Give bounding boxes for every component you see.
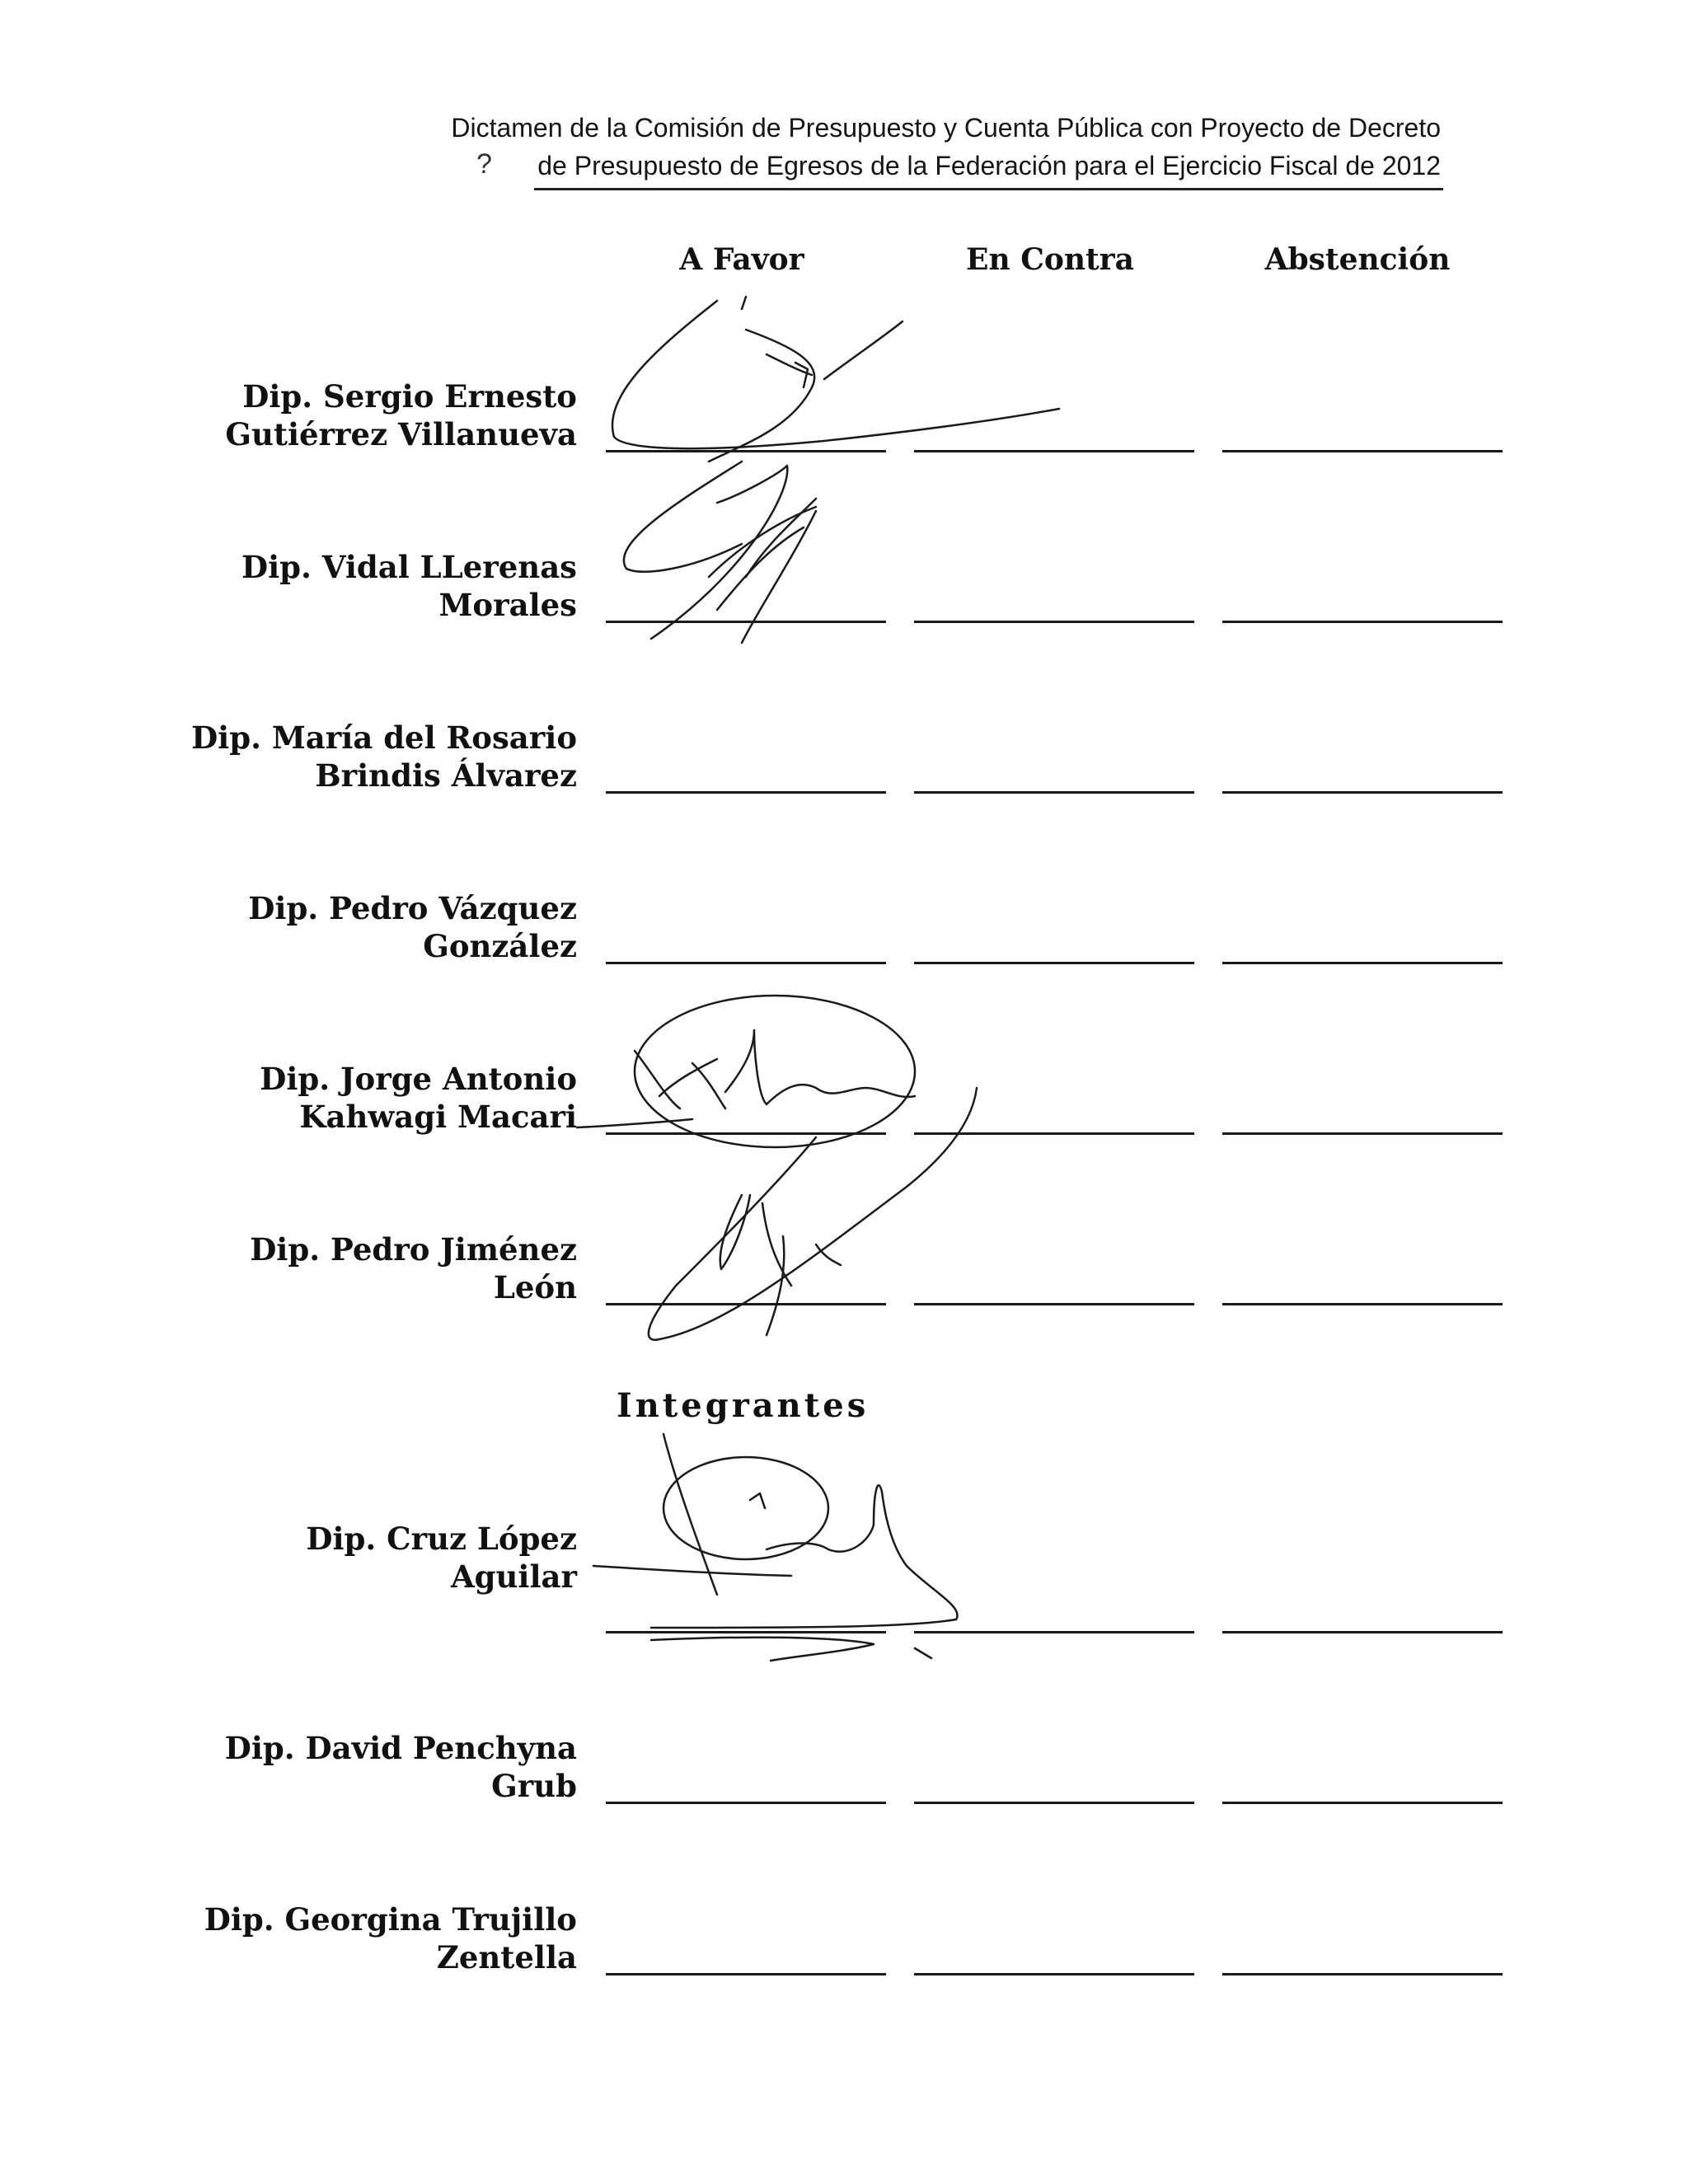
signature-kahwagi-macari [577, 996, 915, 1147]
vote-line-en-contra[interactable] [914, 1631, 1194, 1633]
member-name-line-1: Dip. Sergio Ernesto [242, 378, 577, 415]
member-name-line-2: Grub [491, 1768, 577, 1804]
vote-line-abstencion[interactable] [1222, 450, 1503, 452]
document-header [451, 109, 1441, 185]
member-name-line-2: Gutiérrez Villanueva [225, 416, 577, 452]
member-name-line-1: Dip. Jorge Antonio [260, 1061, 577, 1097]
vote-line-a-favor[interactable] [606, 1132, 886, 1135]
signature-jimenez-leon [649, 1088, 977, 1340]
vote-line-abstencion[interactable] [1222, 1802, 1503, 1804]
header-line-2: de Presupuesto de Egresos de la Federación para el Ejercicio Fiscal de 2012 [537, 151, 1441, 180]
member-name-line-1: Dip. Pedro Jiménez [250, 1231, 577, 1268]
vote-line-a-favor[interactable] [606, 450, 886, 452]
vote-line-en-contra[interactable] [914, 621, 1194, 623]
member-name [225, 377, 577, 453]
vote-line-en-contra[interactable] [914, 791, 1194, 794]
member-name-line-1: Dip. David Penchyna [224, 1730, 577, 1766]
vote-line-en-contra[interactable] [914, 1303, 1194, 1305]
vote-line-a-favor[interactable] [606, 1802, 886, 1804]
vote-line-en-contra[interactable] [914, 1132, 1194, 1135]
vote-line-abstencion[interactable] [1222, 1303, 1503, 1305]
member-name [250, 1230, 577, 1306]
column-header-en-contra: En Contra [966, 242, 1134, 277]
section-title-integrantes: Integrantes [617, 1386, 870, 1425]
signature-llerenas-morales [624, 462, 816, 643]
member-name [306, 1520, 577, 1596]
member-name-line-2: León [493, 1269, 577, 1305]
vote-line-en-contra[interactable] [914, 962, 1194, 964]
vote-line-en-contra[interactable] [914, 1973, 1194, 1975]
member-name-line-1: Dip. Pedro Vázquez [248, 890, 577, 926]
signature-gutierrez-villanueva [612, 297, 1059, 462]
signature-lopez-aguilar [593, 1434, 958, 1661]
member-name-line-1: Dip. María del Rosario [191, 719, 577, 756]
vote-line-a-favor[interactable] [606, 791, 886, 794]
member-name [191, 719, 577, 794]
vote-line-a-favor[interactable] [606, 1303, 886, 1305]
header-underline [534, 188, 1443, 190]
member-name-line-1: Dip. Cruz López [306, 1521, 577, 1557]
member-name [241, 548, 577, 624]
vote-line-a-favor[interactable] [606, 621, 886, 623]
vote-line-a-favor[interactable] [606, 1631, 886, 1633]
vote-line-a-favor[interactable] [606, 1973, 886, 1975]
member-name [248, 889, 577, 965]
member-name-line-2: Morales [438, 587, 577, 623]
vote-line-abstencion[interactable] [1222, 621, 1503, 623]
column-header-a-favor: A Favor [679, 242, 804, 277]
handwritten-margin-mark: ? [476, 148, 492, 180]
vote-line-abstencion[interactable] [1222, 791, 1503, 794]
vote-line-en-contra[interactable] [914, 1802, 1194, 1804]
member-name [225, 1729, 577, 1805]
member-name-line-2: Aguilar [450, 1558, 577, 1595]
member-name-line-2: Brindis Álvarez [315, 757, 577, 794]
member-name-line-2: Zentella [436, 1939, 577, 1975]
member-name [204, 1900, 577, 1976]
vote-line-abstencion[interactable] [1222, 1973, 1503, 1975]
member-name-line-2: González [423, 928, 577, 964]
member-name-line-1: Dip. Vidal LLerenas [241, 549, 577, 585]
vote-line-a-favor[interactable] [606, 962, 886, 964]
member-name-line-1: Dip. Georgina Trujillo [204, 1901, 577, 1938]
member-name [260, 1060, 577, 1136]
vote-line-abstencion[interactable] [1222, 962, 1503, 964]
member-name-line-2: Kahwagi Macari [299, 1099, 577, 1135]
vote-line-en-contra[interactable] [914, 450, 1194, 452]
header-line-1: Dictamen de la Comisión de Presupuesto y Cuenta Pública con Proyecto de Decreto [451, 113, 1441, 143]
vote-line-abstencion[interactable] [1222, 1631, 1503, 1633]
column-header-abstencion: Abstención [1264, 242, 1451, 277]
vote-line-abstencion[interactable] [1222, 1132, 1503, 1135]
